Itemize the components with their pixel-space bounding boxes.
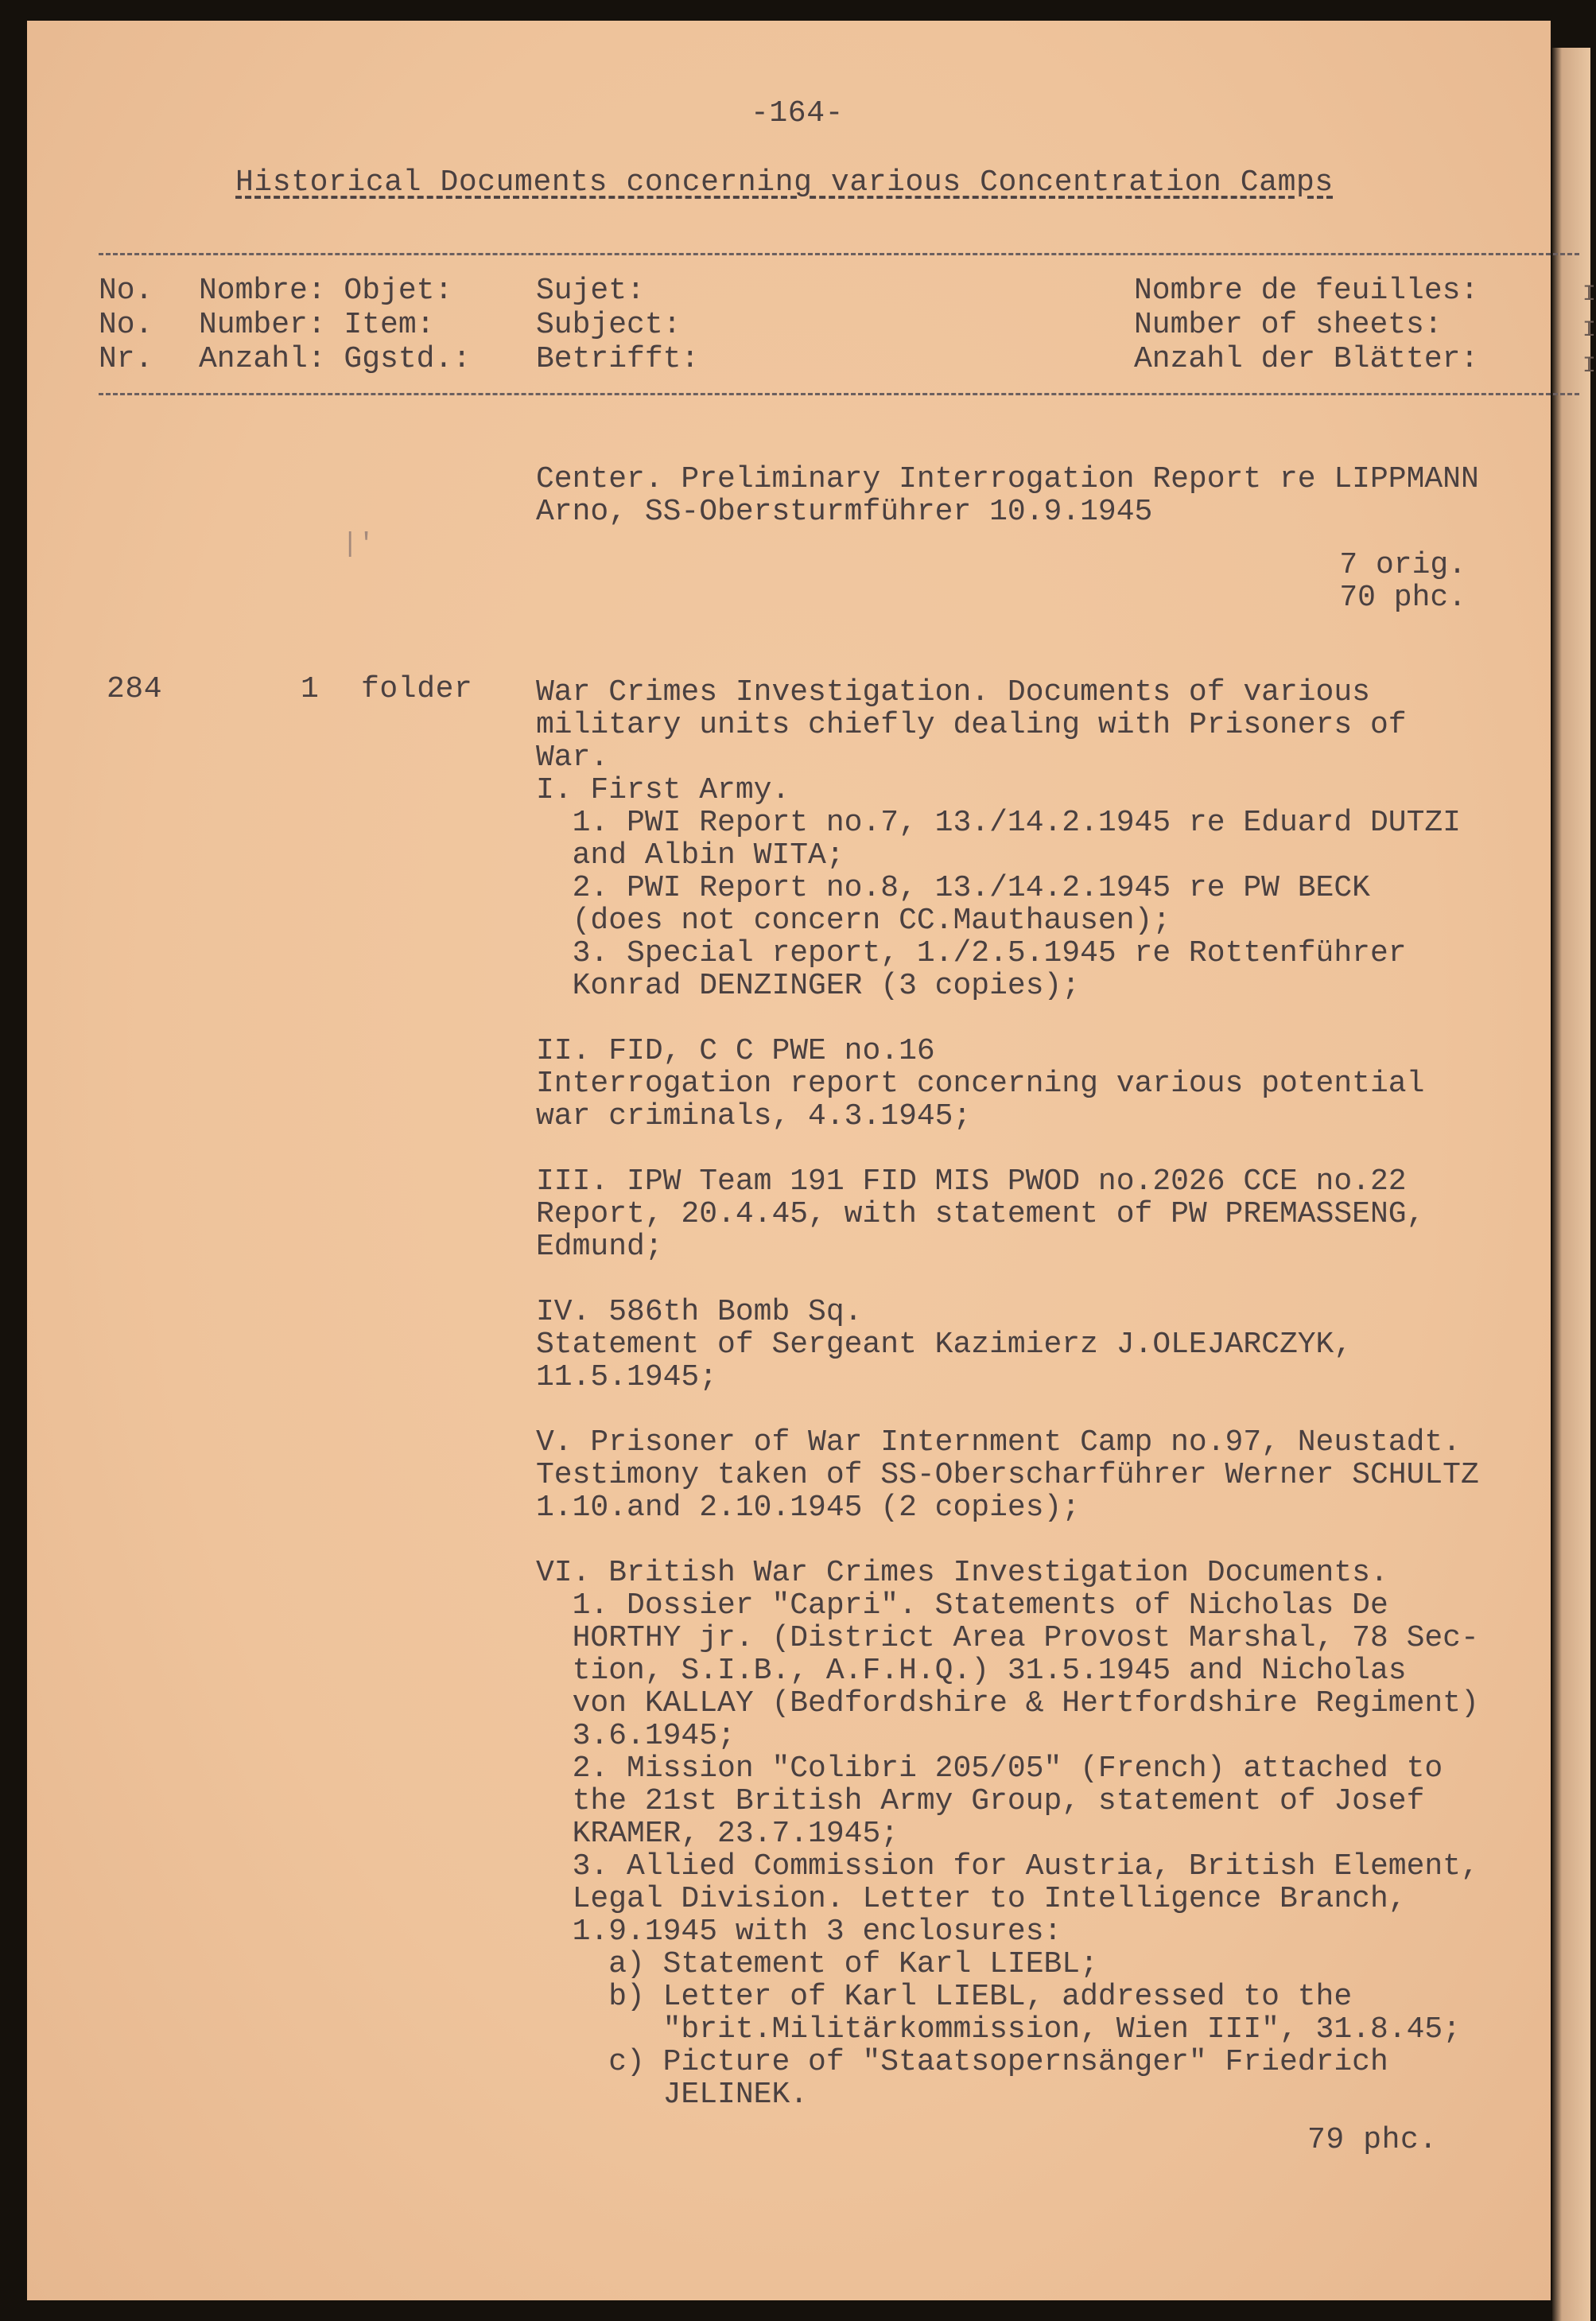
entry-count: 1: [301, 672, 320, 706]
entry-description: [536, 676, 1551, 2111]
edge-mark: I: [1582, 318, 1596, 343]
entry-line: II. FID, C C PWE no.16: [536, 1034, 935, 1068]
entry-line: Konrad DENZINGER (3 copies);: [536, 969, 1081, 1003]
header-col-number: No. No. Nr.: [99, 274, 153, 376]
entry-line: military units chiefly dealing with Prisoners of: [536, 708, 1407, 742]
entry-line: KRAMER, 23.7.1945;: [536, 1817, 899, 1851]
header-col-sheets: Nombre de feuilles: Number of sheets: Anzahl der Blätter:: [1134, 274, 1479, 376]
smudge-mark: |': [342, 530, 375, 560]
header-col-subject: Sujet: Subject: Betrifft:: [536, 274, 700, 376]
entry-line: IV. 586th Bomb Sq.: [536, 1295, 863, 1329]
continuation-text: Center. Preliminary Interrogation Report re LIPPMANN Arno, SS-Obersturmführer 10.9.1945: [536, 462, 1479, 529]
entry-line: 3. Special report, 1./2.5.1945 re Rottenführer: [536, 936, 1407, 970]
entry-line: 11.5.1945;: [536, 1360, 718, 1394]
header-rule-top: [99, 253, 1579, 255]
entry-line: Statement of Sergeant Kazimierz J.OLEJARCZYK,: [536, 1328, 1353, 1362]
entry-line: 2. PWI Report no.8, 13./14.2.1945 re PW BECK: [536, 871, 1370, 905]
document-page: [27, 21, 1551, 2300]
entry-line: tion, S.I.B., A.F.H.Q.) 31.5.1945 and Nicholas: [536, 1654, 1407, 1688]
entry-line: Edmund;: [536, 1230, 663, 1264]
entry-line: "brit.Militärkommission, Wien III", 31.8.45;: [536, 2012, 1461, 2047]
entry-line: and Albin WITA;: [536, 838, 845, 873]
header-rule-bottom: [99, 393, 1579, 395]
entry-line: Interrogation report concerning various potential: [536, 1067, 1425, 1101]
entry-line: JELINEK.: [536, 2078, 809, 2112]
header-col-count-item: Nombre: Objet: Number: Item: Anzahl: Ggstd.:: [199, 274, 472, 376]
entry-sheets: 79 phc.: [1307, 2123, 1438, 2157]
entry-line: V. Prisoner of War Internment Camp no.97, Neustadt.: [536, 1425, 1461, 1460]
entry-line: VI. British War Crimes Investigation Documents.: [536, 1556, 1388, 1590]
entry-line: Testimony taken of SS-Oberscharführer Werner SCHULTZ: [536, 1458, 1479, 1492]
page-number: -164-: [751, 96, 845, 130]
entry-line: (does not concern CC.Mauthausen);: [536, 904, 1171, 938]
entry-line: 1. PWI Report no.7, 13./14.2.1945 re Eduard DUTZI: [536, 806, 1461, 840]
entry-number: 284: [107, 672, 163, 706]
entry-line: 3. Allied Commission for Austria, British Element,: [536, 1849, 1479, 1884]
entry-line: War Crimes Investigation. Documents of various: [536, 675, 1370, 710]
continuation-sheets: 7 orig. 70 phc.: [1339, 548, 1466, 615]
entry-line: b) Letter of Karl LIEBL, addressed to the: [536, 1980, 1353, 2014]
entry-item: folder: [361, 672, 473, 706]
entry-line: a) Statement of Karl LIEBL;: [536, 1947, 1098, 1981]
entry-line: 2. Mission "Colibri 205/05" (French) attached to: [536, 1751, 1443, 1786]
document-title: Historical Documents concerning various Concentration Camps: [235, 165, 1334, 200]
entry-line: Report, 20.4.45, with statement of PW PREMASSENG,: [536, 1197, 1425, 1231]
edge-mark: I: [1582, 354, 1596, 379]
entry-line: 3.6.1945;: [536, 1719, 736, 1753]
entry-line: War.: [536, 741, 609, 775]
entry-line: 1.10.and 2.10.1945 (2 copies);: [536, 1491, 1081, 1525]
adjacent-page-edge: [1552, 48, 1590, 2321]
entry-line: Legal Division. Letter to Intelligence Branch,: [536, 1882, 1407, 1916]
entry-line: the 21st British Army Group, statement of Josef: [536, 1784, 1425, 1818]
entry-line: c) Picture of "Staatsopernsänger" Friedrich: [536, 2045, 1388, 2079]
entry-line: I. First Army.: [536, 773, 790, 807]
entry-line: III. IPW Team 191 FID MIS PWOD no.2026 CCE no.22: [536, 1164, 1407, 1199]
edge-mark: I: [1582, 282, 1596, 307]
entry-line: 1. Dossier "Capri". Statements of Nicholas De: [536, 1588, 1388, 1623]
entry-line: 1.9.1945 with 3 enclosures:: [536, 1915, 1062, 1949]
entry-line: HORTHY jr. (District Area Provost Marshal, 78 Sec-: [536, 1621, 1479, 1655]
entry-line: war criminals, 4.3.1945;: [536, 1099, 972, 1133]
entry-line: von KALLAY (Bedfordshire & Hertfordshire Regiment): [536, 1686, 1479, 1720]
